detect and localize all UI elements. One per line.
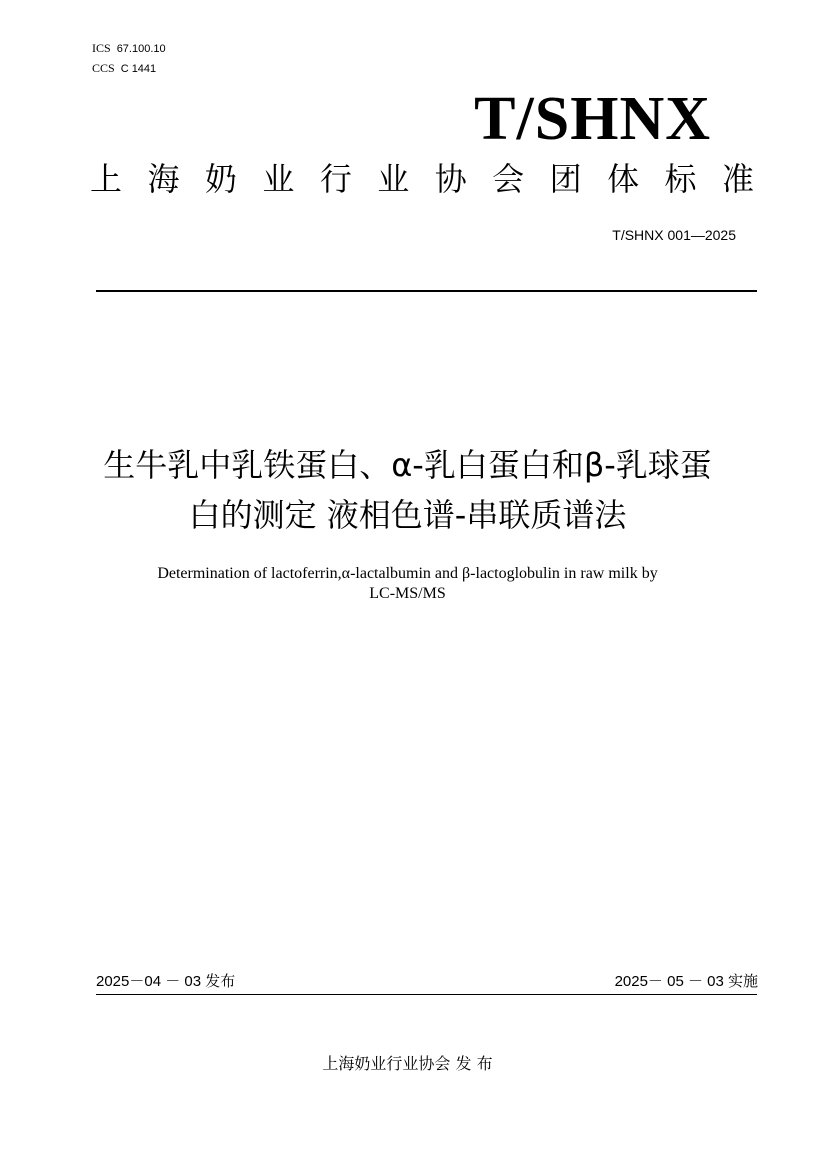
title-cn-line-2: 白的测定 液相色谱-串联质谱法 bbox=[188, 496, 627, 534]
issue-date: 2025－04 － 03 bbox=[96, 973, 202, 990]
org-char: 标 bbox=[664, 160, 697, 198]
top-divider bbox=[96, 290, 757, 292]
org-char: 会 bbox=[492, 160, 525, 198]
bottom-divider bbox=[96, 994, 757, 995]
org-char: 海 bbox=[147, 160, 180, 198]
org-char: 团 bbox=[549, 160, 582, 198]
ccs-code: C 1441 bbox=[120, 63, 157, 75]
implementation-date-line bbox=[615, 972, 758, 992]
standard-logo: T/SHNX bbox=[474, 85, 711, 153]
title-en-line-1: Determination of lactoferrin,α-lactalbumin and β-lactoglobulin in raw milk by bbox=[157, 565, 658, 582]
ics-code: 67.100.10 bbox=[116, 43, 166, 55]
org-char: 行 bbox=[319, 160, 352, 198]
ics-label: ICS bbox=[92, 41, 111, 55]
title-en-line-2: LC-MS/MS bbox=[369, 585, 446, 602]
org-char: 奶 bbox=[204, 160, 237, 198]
ics-classification bbox=[92, 41, 166, 56]
org-char: 业 bbox=[262, 160, 295, 198]
implementation-date: 2025－ 05 － 03 bbox=[614, 973, 724, 990]
org-char: 上 bbox=[90, 160, 123, 198]
org-char: 体 bbox=[607, 160, 640, 198]
issue-date-line bbox=[96, 972, 235, 992]
publisher: 上海奶业行业协会 发 布 bbox=[322, 1054, 493, 1073]
ccs-classification bbox=[92, 61, 156, 76]
org-char: 协 bbox=[434, 160, 467, 198]
org-banner bbox=[90, 158, 754, 200]
org-char: 业 bbox=[377, 160, 410, 198]
org-char: 准 bbox=[721, 160, 754, 198]
issue-label: 发布 bbox=[205, 973, 236, 990]
title-cn-line-1: 生牛乳中乳铁蛋白、α-乳白蛋白和β-乳球蛋 bbox=[103, 446, 712, 484]
ccs-label: CCS bbox=[92, 61, 115, 75]
standard-number: T/SHNX 001—2025 bbox=[612, 227, 736, 243]
implementation-label: 实施 bbox=[727, 973, 758, 990]
